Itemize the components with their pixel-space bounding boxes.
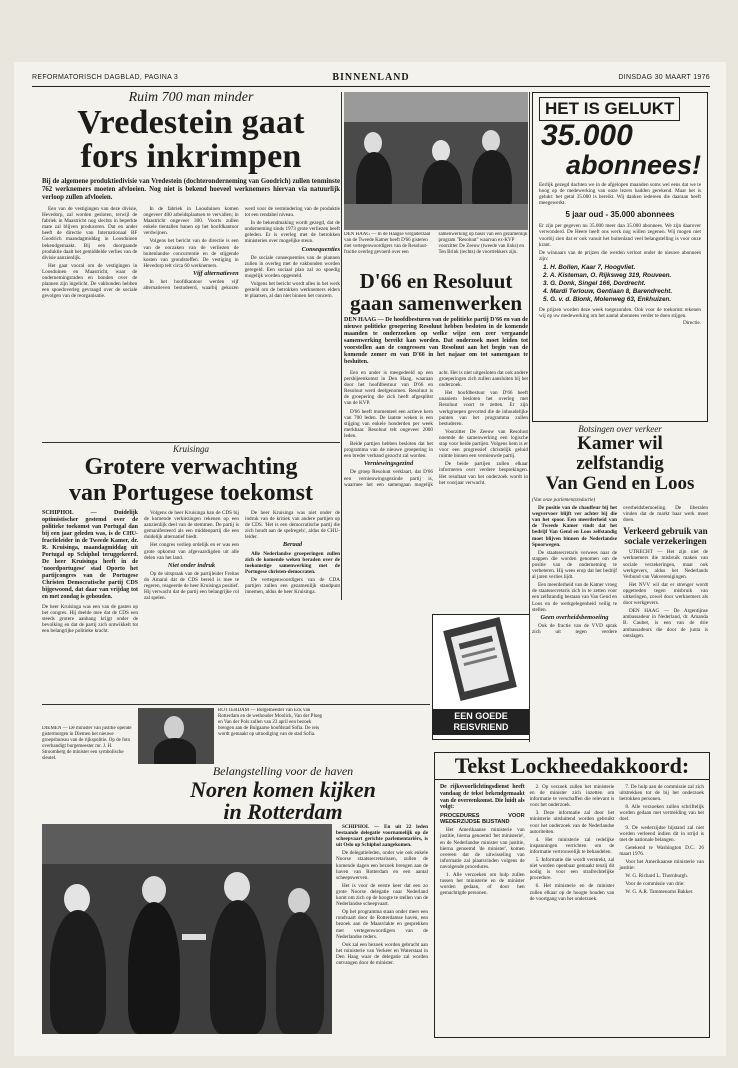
loos-body-4: UTRECHT — Het zijn niet de werknemers die misbruik maken van sociale verzekeringen, maar ook werkgevers, aldus het Nederlands Verbond van Vakverenigingen. [623, 549, 708, 580]
d66-body-2: D'66 heeft momenteel een actieve kern van 700 leden. De laatste weken is een stijging van enkele honderden per week merkbaar. Resoluut telt ongeveer 2000 leden. [344, 408, 433, 439]
article-vredestein [42, 90, 340, 440]
rotterdam-body-3: Op het programma staan onder meer een rondvaart door de Rotterdamse haven, een bezoek aan de Maasvlakte en gesprekken met vertegenwoordigers van de Nederlandse reders. [336, 909, 428, 940]
lockheed-body-6: 5. Informatie die wordt verstrekt, zal niet worden openbaar gemaakt tenzij dit nodig is voor een strafrechtelijke procedure. [529, 857, 615, 882]
lockheed-body-5: 4. Het ministerie zal redelijke inspanningen verrichten om de informatie vertrouwelijk te behandelen. [529, 836, 615, 855]
loos-headline-2: Van Gend en Loos [545, 473, 695, 494]
loos-subhead-1: Geen overheidsbemoeiing [540, 613, 609, 621]
kruisinga-headline-1: Grotere verwachting [84, 454, 298, 480]
kruisinga-body-2: Volgens de heer Kruisinga kan de CDS bij de komende verkiezingen rekenen op een aanzienlijk deel van de stemmen. De partij is gemanifesteerd als een middenpartij die een duidelijk alternatief biedt. [144, 510, 239, 541]
newspaper-page [14, 62, 726, 1056]
photo-d66-meeting [344, 92, 528, 230]
ad-line-2: REISVRIEND [453, 722, 509, 732]
photo-diemen-ceremony [42, 824, 332, 1034]
box-subscribers [532, 92, 708, 422]
section-rule [42, 442, 340, 443]
article-van-gend-en-loos [532, 424, 708, 754]
header-date: DINSDAG 30 MAART 1976 [618, 74, 710, 81]
lockheed-headline: Tekst Lockheedakkoord: [435, 753, 709, 780]
vredestein-body-4: Volgens het bericht van de directie is een van de oorzaken van de verliezen de buitenlandse concurrentie en de stijgende kosten van grondstoffen. De vestiging in Hevedorp telt circa 60 werknemers. [143, 238, 239, 269]
d66-subhead-1: Verniewingsgezind [363, 460, 414, 468]
kruisinga-body-7: De vertegenwoordigers van de CDA partijen zullen een gezamenlijk standpunt innemen, aldus de heer Kruisinga. [245, 576, 340, 596]
kruisinga-subhead-2: Beraad [282, 541, 303, 549]
kruisinga-body-4: Op de uitspraak van de partijleider Freitas do Amaral dat de CDS bereid is mee te regeren, reageerde de heer Kruisinga positief. Hij verwacht dat de partij een belangrijke rol zal spelen. [144, 570, 239, 602]
loos-kicker: Botsingen over verkeer [578, 424, 662, 434]
loos-byline: (Van onze parlementsredactie) [532, 497, 596, 503]
subscribers-winners [533, 264, 707, 304]
ad-line-1: EEN GOEDE [454, 711, 508, 721]
subscribers-body: Er zijn per gegeven nu 35.000 meer dan 35.000 abonnees. We zijn daarover verwonderd. De Heere heeft ons werk nog willen zegenen. Wij mogen niet voorbij zien dat er ook vanuit het buitenland veel belangstelling is voor onze krant. [539, 223, 701, 248]
photo-rotterdam-mayor [138, 708, 214, 764]
vredestein-subhead-1: Vijf alternatieven [193, 269, 239, 277]
d66-body-4: De groep Resoluut verklaart, dat D'66 een vernieuwingsgezinde partij is, waarmee het een samengaan mogelijk acht. Het is niet uitgesloten dat ook andere groeperingen zich zullen aansluiten bij het onderzoek. [344, 370, 528, 488]
rotterdam-body-2: Het is voor de eerste keer dat een zo grote Noorse delegatie naar Nederland komt om zich op de hoogte te stellen van de Nederlandse scheepvaart. [336, 882, 428, 908]
ad-reisvriend[interactable] [432, 614, 530, 740]
vredestein-headline-2: fors inkrimpen [80, 138, 302, 175]
loos-body-6: DEN HAAG — De Argentijnse ambassadeur in Nederland, dr. Amanda B. Caubet, is een van de drie ambassadeurs die door de junta is ontslagen. [623, 608, 708, 639]
lockheed-body-8: 7. De hulp aan de commissie zal zich uitstrekken tot de bij het onderzoek betrokken personen. [619, 784, 704, 803]
photo-rotterdam-caption: ROTTERDAM — Burgemeester van Eck van Rotterdam en de wethouder Moolick, Van der Ploeg en Van der Pols zullen van 23 april een bezoek brengen aan de Bulgaarse hoofdstad Sofia. De reis wordt gemaakt op uitnodiging van de stad Sofia. [218, 708, 323, 737]
kruisinga-body-1: De heer Kruisinga was een van de gasten op het congres. Hij deelde mee dat de CDS een steeds grotere aanhang krijgt onder de bevolking en dat de partij zich ontwikkelt tot een belangrijke politieke kracht. [42, 604, 138, 635]
rotterdam-body [336, 824, 428, 1036]
rotterdam-headline-1: Noren komen kijken [190, 777, 376, 802]
lockheed-signer-2: W. G. Richard L. Thornburgh. [625, 873, 689, 880]
header-section: BINNENLAND [332, 72, 410, 83]
vredestein-subhead-2: Consequenties [301, 245, 340, 253]
rotterdam-body-1: De delegatieleden, onder wie ook enkele Noorse staatssecretarissen, zullen de komende dagen een bezoek brengen aan de haven van Rotterdam en een aantal scheepswerven. [336, 850, 428, 881]
subscribers-title-3: abonnees! [565, 150, 701, 180]
lockheed-body-4: 3. Deze informatie zal door het ministerie uitsluitend worden gebruikt voor het onderzoek van de Nederlandse autoriteiten. [529, 810, 615, 835]
page-header [32, 72, 710, 87]
subscribers-offer: 5 jaar oud - 35.000 abonnees [565, 210, 675, 220]
column-rule [341, 92, 342, 600]
ad-text [433, 709, 529, 735]
article-d66 [344, 270, 528, 600]
vredestein-body-2: Het gaat vooral om de vestigingen in Loosduinen en Maastricht, waar de ondernemingsraden en bonden over de plannen zijn ingelicht. De vakbonden hebben een spoedoverleg gevraagd over de sociale gevolgen van de reorganisatie. [42, 262, 138, 300]
d66-body-1: Een en ander is meegedeeld op een persbijeenkomst in Den Haag, waaraan door het hoofdbestuur van D'66 en Resoluut werd deelgenomen. Resoluut is de groepering die zich heeft afgesplitst van de KVP. [344, 370, 433, 407]
subscribers-title-1: HET IS GELUKT [539, 97, 680, 121]
rotterdam-kicker: Belangstelling voor de haven [212, 764, 354, 778]
box-lockheed [434, 752, 710, 1038]
d66-headline-2: gaan samenwerken [349, 291, 523, 315]
lockheed-signer-4: W. G. A.R. Tammenoms Bakker. [625, 889, 694, 896]
lockheed-body-1: Het Amerikaanse ministerie van justitie, hierna genoemd 'het ministerie', en de Nederlandse minister van justitie, hierna genoemd 'de minister', komen overeen dat de uitwisseling van informatie zal plaatsvinden volgens de navolgende procedures. [440, 827, 525, 870]
subscribers-sign: Directie. [682, 320, 701, 327]
d66-body-3: Beide partijen hebben besloten dat het programma van de nieuwe groepering in een breder verband gezocht zal worden. [344, 441, 433, 460]
lockheed-body-2: 1. Alle verzoeken om hulp zullen tussen het ministerie en de minister worden gedaan, of door hen gemachtigde personen. [440, 872, 525, 897]
photo-diemen-caption: DIEMEN — De minister van justitie opende gistermorgen in Diemen het nieuwe groepsbureau van de rijkspolitie. Op de foto overhandigt burgemeester mr. J. H. Stroomberg de minister een symbolische sleutel. [42, 726, 132, 761]
rotterdam-body-4: Ook zal een bezoek worden gebracht aan het ministerie van Verkeer en Waterstaat in Den Haag waar de delegatie zal worden ontvangen door de minister. [336, 941, 428, 966]
rotterdam-lead: SCHIPHOL — En uit 22 leden bestaande delegatie voornamelijk op de scheepvaart gerichte parlementariërs, is uit Oslo op Schiphol aangekomen. [336, 824, 428, 849]
lockheed-body-10: 9. De wederzijdse bijstand zal niet worden verleend indien dit in strijd is met de nationale belangen. [619, 824, 704, 843]
kruisinga-lead: SCHIPHOL — Duidelijk optimistischer gestemd over de politieke toekomst van Portugal dan bij een jaar geleden was, is de CHU-fractieleider in de Tweede Kamer, dr. R. Kruisinga, maandagmiddag uit Portugal op Schiphol teruggekeerd. De heer Kruisinga heeft in de 'noordportugese' stad Oporto het partijcongres van de Portugese Christen Democratische partij CDS bijgewoond, dat daar van vrijdag tot en met zondag is gehouden. [42, 510, 138, 600]
loos-lead: De positie van de chauffeur bij het wegvervoer blijft ver achter bij die van het spoor. Een meerderheid van de Tweede Kamer vindt dat het bedrijf Van Gend en Loos zelfstandig moet blijven binnen de Nederlandse Spoorwegen. [532, 505, 617, 548]
ad-book-image [443, 617, 517, 701]
lockheed-body-7: 6. Het ministerie en de minister zullen elkaar op de hoogte houden van de voortgang van het onderzoek. [529, 883, 615, 902]
subscribers-intro: Eerlijk gezegd dachten we in de afgelopen maanden soms wel eens dat we te hoog op de medewerking van onze lezers hadden gerekend. Maar het is gelukt: het getal 35.000 is bereikt. Wij danken iedereen die daaraan heeft meegewerkt. [539, 182, 701, 207]
subscribers-footer: De prijzen worden deze week toegezonden. Ook voor de toekomst rekenen wij op uw medewerking om het aantal abonnees verder te doen stijgen. [539, 306, 701, 320]
section-rule [42, 704, 430, 705]
kruisinga-headline-2: van Portugese toekomst [69, 480, 313, 506]
d66-headline-1: D'66 en Resoluut [359, 270, 513, 293]
loos-subhead-2: Verkeerd gebruik van sociale verzekeringen [623, 526, 708, 547]
loos-body-1: De staatssecretaris verwees naar de stappen die worden genomen om de positie van de onderneming te verbeteren. Hij wees erop dat het bedrijf al jaren verlies lijdt. [532, 549, 617, 581]
winner-5: 5. G. v. d. Blonk, Molenweg 63, Enkhuizen. [543, 295, 672, 303]
loos-headline-1: Kamer wil zelfstandig [576, 433, 664, 474]
kruisinga-kicker: Kruisinga [172, 444, 209, 454]
photo-top-caption: DEN HAAG — In de Haagse vergaderzaal van de Tweede Kamer heeft D'66 gisteren met vertegenwoordigers van de Resoluut-fractie overleg gevoerd over een samenwerking op basis van een gezamenlijk program "Resoluut" waarvan ex-KVP voorzitter De Zeeuw (tweede van links) en Ten Brink (rechts) de voortrekkers zijn. [344, 232, 528, 255]
winner-1: 1. H. Bollen, Kaar 7, Hoogvliet. [543, 263, 636, 271]
vredestein-body-6: In de bekendmaking wordt gezegd, dat de onderneming sinds 1973 grote verliezen heeft geleden. Er is overleg met de betrokken ministeries over mogelijke steun. [244, 220, 340, 245]
rotterdam-heading [138, 764, 428, 820]
vredestein-kicker: Ruim 700 man minder [128, 90, 254, 105]
kruisinga-body-5: De heer Kruisinga was niet onder de indruk van de kritiek van andere partijen op de CDS. 'Het is een democratische partij die zich houdt aan de spelregels', aldus de CHU-leider. [245, 510, 340, 541]
winner-2: 2. A. Kisteman, O. Rijksweg 319, Rouveen. [543, 271, 672, 279]
loos-body-2: Een meerderheid van de Kamer vroeg de staatssecretaris zich in te zetten voor een zelfstandig bestaan van Van Gend en Loos en de werkgelegenheid veilig te stellen. [532, 582, 617, 613]
loos-body [532, 505, 708, 754]
d66-body-6: Voorzitter De Zeeuw van Resoluut noemde de samenwerking een logische stap voor beide partijen. Volgens hem is er voor een progressief christelijk geluid ruimte binnen een vernieuwde partij. [439, 428, 528, 460]
vredestein-headline-1: Vredestein gaat [77, 104, 305, 141]
kruisinga-subhead-1: Niet onder indruk [167, 561, 216, 569]
header-left: REFORMATORISCH DAGBLAD, PAGINA 3 [32, 74, 179, 81]
d66-body-7: De beide partijen zullen elkaar informeren over verdere besprekingen. Het resultaat van het onderzoek wordt in het voorjaar verwacht. [439, 461, 528, 486]
lockheed-sign-intro: Getekend te Washington D.C. 26 maart 1976. [619, 844, 704, 857]
d66-lead: DEN HAAG — De hoofdbesturen van de politieke partij D'66 en van de nieuwe politieke groepering Resoluut hebben besloten in de komende maanden te onderzoeken op welke wijze een zeer vergaande samenwerking bereikt kan worden. Dat onderzoek moet leiden tot voorstellen aan de congressen van Resoluut aan het begin van de komende zomer en van D'66 in het najaar om tot samengaan te besluiten. [344, 317, 528, 365]
lockheed-subhead: PROCEDURES VOOR WEDERZIJDSE BIJSTAND [440, 813, 525, 826]
article-kruisinga [42, 444, 340, 744]
vredestein-body-8: Volgens het bericht wordt alles in het werk gesteld om de betrokken werknemers elders te plaatsen, al dan niet binnen het concern. [244, 281, 340, 300]
vredestein-lead: Bij de algemene produktiedivisie van Vredestein (dochteronderneming van Goodrich) zullen tenminste 762 werknemers moeten afvloeien. Nog niet is bekend hoeveel werknemers hiervan via natuurlijk verloop zullen afvloeien. [42, 178, 340, 201]
loos-body-3: Ook de fractie van de VVD sprak zich uit tegen verdere overheidsbemoeiing. De liberalen vinden dat de markt haar werk moet doen. [532, 505, 708, 635]
d66-body-5: Het hoofdbestuur van D'66 heeft unaniem besloten het overleg met Resoluut voort te zetten. Er zijn werkgroepen gevormd die de inhoudelijke punten van het programma zullen bestuderen. [439, 390, 528, 427]
lockheed-lead: De rijksvoorlichtingsdienst heeft vandaag de tekst bekendgemaakt van de overeenkomst. Die luidt als volgt: [440, 784, 525, 811]
subscribers-winners-intro: De winnaars van de prijzen die werden verloot onder de nieuwe abonnees zijn: [539, 249, 701, 262]
column-rule [529, 92, 530, 742]
rotterdam-headline-2: in Rotterdam [223, 799, 343, 820]
vredestein-body [42, 206, 340, 416]
winner-3: 3. G. Donk, Singel 166, Dordrecht. [543, 279, 646, 287]
lockheed-body [435, 780, 709, 1034]
subscribers-title-2: 35.000 [541, 119, 633, 152]
lockheed-body-9: 8. Alle verzoeken zullen schriftelijk worden gedaan met vermelding van het doel. [619, 804, 704, 823]
lockheed-signer-3: Voor de commissie van drie: [625, 881, 685, 888]
loos-body-5: Het NVV wil dat er strenger wordt opgetreden tegen misbruik van uitkeringen, zowel door werknemers als door werkgevers. [623, 581, 708, 607]
kruisinga-body-6: Alle Nederlandse groeperingen zullen zich de komende weken beraden over de toekomstige samenwerking met de Portugese christen-democraten. [245, 550, 340, 575]
vredestein-body-7: De sociale consequenties van de plannen zullen in overleg met de vakbonden worden geregeld. Een sociaal plan zal zo spoedig mogelijk worden opgesteld. [244, 254, 340, 279]
winner-4: 4. Mardi Terlouw, Gentiaan 8, Barendrecht. [543, 287, 673, 295]
lockheed-signer-1: Voor het Amerikaanse ministerie van justitie: [619, 859, 704, 872]
lockheed-body-3: 2. Op verzoek zullen het ministerie en de minister zich inzetten om informatie te verschaffen die relevant is voor het onderzoek. [529, 784, 615, 809]
kruisinga-body-3: Het congres verliep ordelijk en er was een grote opkomst van afgevaardigden uit alle delen van het land. [144, 542, 239, 561]
d66-body [344, 370, 528, 592]
vredestein-body-5: In het hoofdkantoor werden vijf alternatieven bestudeerd, waarbij gekozen werd voor de vermindering van de produktie tot een rendabel niveau. [143, 206, 340, 292]
vredestein-body-3: In de fabriek in Loosduinen komen ongeveer 400 arbeidsplaatsen te vervallen; in Maastricht ongeveer 300. Voorts zullen enkele tientallen banen op het hoofdkantoor verdwijnen. [143, 206, 239, 237]
vredestein-body-1: Een van de vestigingen van deze divisie, Hevedorp, zal worden gesloten, terwijl de fabriek in Maastricht nog slechts in beperkte mate zal blijven produceren. Dat en ander heeft de directie van Internationaal BF Goodrich maandagmiddag in Loosduinen bekendgemaakt. Bij een doorgaande produktie daalt het gemiddelde verlies van de divisie aanzienlijk. [42, 206, 138, 261]
